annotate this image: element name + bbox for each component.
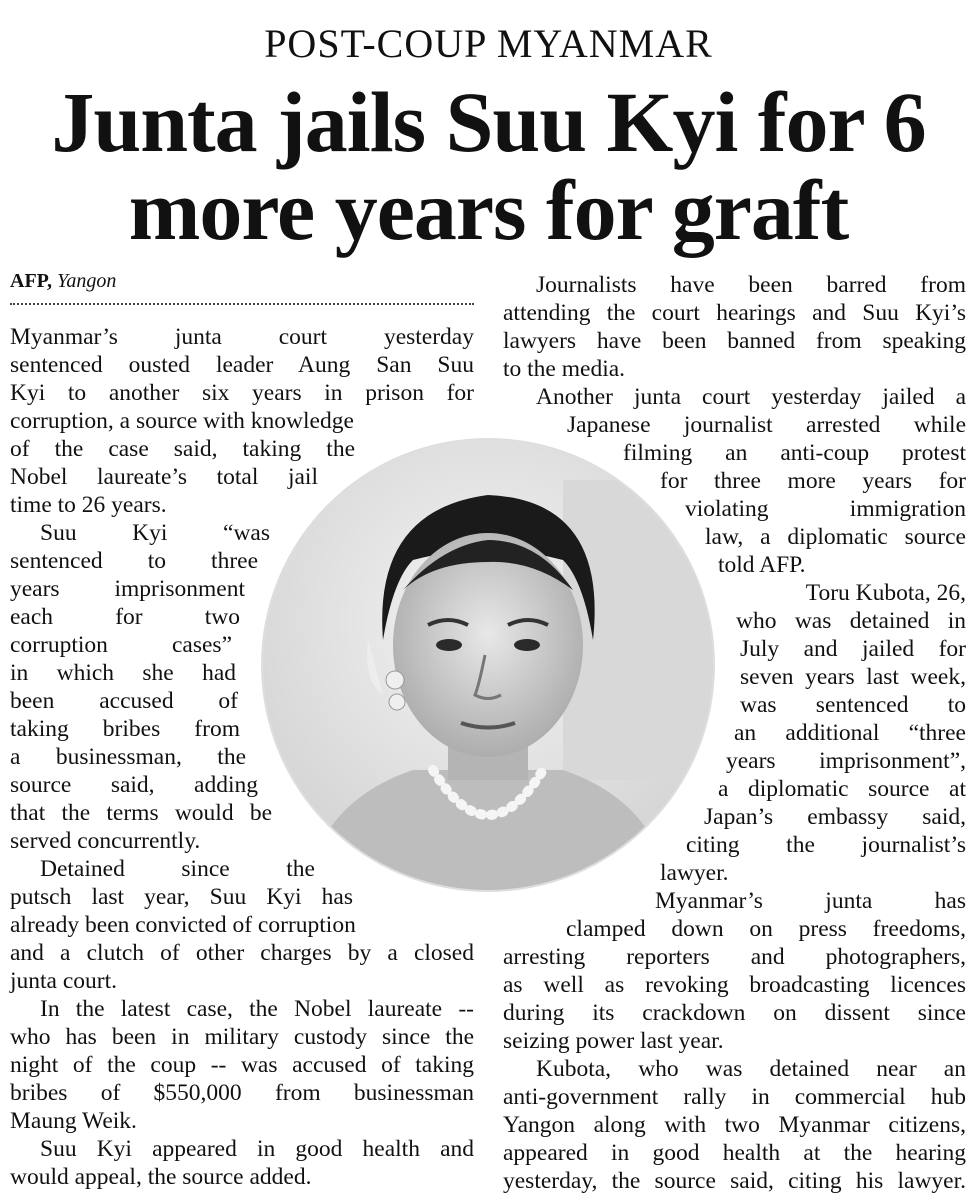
article-line-right: lawyer. [660, 860, 729, 886]
article-line-left: Detained since the [40, 856, 315, 882]
article-line-left: in which she had [10, 660, 236, 686]
article-line-right: Journalists have been barred from [536, 272, 966, 298]
article-line-left: In the latest case, the Nobel laureate -- [40, 996, 474, 1022]
headline [0, 74, 977, 258]
article-line-right: law, a diplomatic source [705, 524, 966, 550]
article-line-right: filming an anti-coup protest [623, 440, 966, 466]
portrait-illustration [263, 440, 713, 890]
article-line-right: citing the journalist’s [686, 832, 966, 858]
article-line-right: anti-government rally in commercial hub [503, 1084, 966, 1110]
headline-line: more years for graft [128, 162, 849, 258]
article-line-left: taking bribes from [10, 716, 240, 742]
article-line-right: arresting reporters and photographers, [503, 944, 966, 970]
article-line-right: yesterday, the source said, citing his lawyer. [503, 1168, 966, 1194]
portrait-photo [263, 440, 713, 890]
headline-line: Junta jails Suu Kyi for 6 [51, 74, 926, 170]
article-line-right: attending the court hearings and Suu Kyi’s [503, 300, 966, 326]
article-line-left: who has been in military custody since the [10, 1024, 474, 1050]
article-line-right: seven years last week, [740, 664, 966, 690]
article-line-right: a diplomatic source at [718, 776, 966, 802]
article-line-left: source said, adding [10, 772, 258, 798]
article-line-right: Japan’s embassy said, [704, 804, 966, 830]
article-line-right: July and jailed for [740, 636, 966, 662]
article-line-left: Myanmar’s junta court yesterday [10, 324, 474, 350]
article-line-left: and a clutch of other charges by a closed [10, 940, 474, 966]
article-line-left: putsch last year, Suu Kyi has [10, 884, 353, 910]
article-line-left: a businessman, the [10, 744, 246, 770]
article-line-left: already been convicted of corruption [10, 912, 356, 938]
article-line-left: years imprisonment [10, 576, 245, 602]
article-line-left: of the case said, taking the [10, 436, 355, 462]
article-line-right: Kubota, who was detained near an [536, 1056, 966, 1082]
article-line-right: appeared in good health at the hearing [503, 1140, 966, 1166]
article-line-right: an additional “three [734, 720, 966, 746]
article-line-left: served concurrently. [10, 828, 201, 854]
article-line-left: corruption, a source with knowledge [10, 408, 354, 434]
byline-divider [10, 303, 474, 305]
article-line-right: who was detained in [736, 608, 966, 634]
article-line-left: Nobel laureate’s total jail [10, 464, 318, 490]
article-line-left: that the terms would be [10, 800, 272, 826]
article-line-left: night of the coup -- was accused of taking [10, 1052, 474, 1078]
article-line-right: for three more years for [660, 468, 966, 494]
article-line-right: Yangon along with two Myanmar citizens, [503, 1112, 966, 1138]
article-line-right: lawyers have been banned from speaking [503, 328, 966, 354]
article-line-left: corruption cases” [10, 632, 232, 658]
article-line-left: sentenced to three [10, 548, 258, 574]
byline-place: Yangon [57, 270, 117, 292]
article-line-left: junta court. [10, 968, 118, 994]
article-line-left: would appeal, the source added. [10, 1164, 312, 1190]
article-line-left: each for two [10, 604, 240, 630]
article-line-right: during its crackdown on dissent since [503, 1000, 966, 1026]
article-line-left: Maung Weik. [10, 1108, 137, 1134]
article-line-left: Suu Kyi appeared in good health and [40, 1136, 474, 1162]
article-line-left: sentenced ousted leader Aung San Suu [10, 352, 474, 378]
byline-agency: AFP, [10, 270, 53, 292]
article-line-left: Kyi to another six years in prison for [10, 380, 474, 406]
article-line-right: was sentenced to [740, 692, 966, 718]
article-line-right: Japanese journalist arrested while [567, 412, 966, 438]
article-line-left: Suu Kyi “was [40, 520, 270, 546]
article-line-left: bribes of $550,000 from businessman [10, 1080, 474, 1106]
article-line-right: told AFP. [718, 552, 806, 578]
section-kicker: POST-COUP MYANMAR [264, 21, 713, 66]
article-line-right: clamped down on press freedoms, [566, 916, 966, 942]
article-line-right: Toru Kubota, 26, [805, 580, 966, 606]
article-line-right: Myanmar’s junta has [655, 888, 966, 914]
article-line-right: years imprisonment”, [726, 748, 966, 774]
byline [10, 270, 116, 293]
article-line-right: to the media. [503, 356, 626, 382]
article-line-left: time to 26 years. [10, 492, 167, 518]
article-line-right: seizing power last year. [503, 1028, 724, 1054]
article-line-right: as well as revoking broadcasting licences [503, 972, 966, 998]
article-line-left: been accused of [10, 688, 238, 714]
article-line-right: Another junta court yesterday jailed a [536, 384, 966, 410]
article-line-right: violating immigration [685, 496, 966, 522]
